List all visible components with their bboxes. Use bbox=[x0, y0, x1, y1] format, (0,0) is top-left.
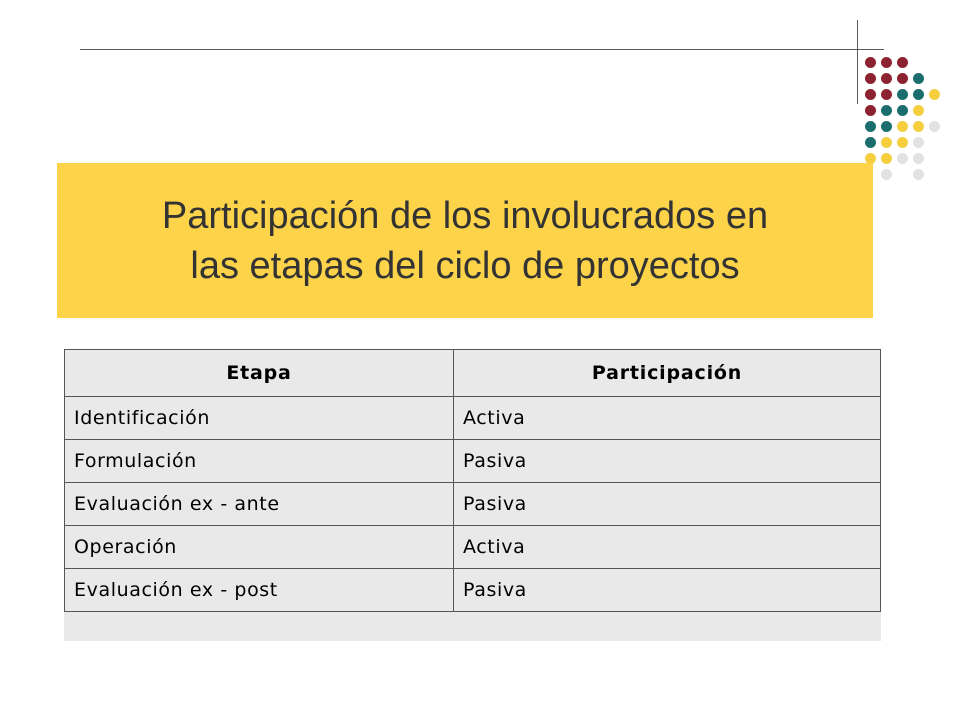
participation-cell: Activa bbox=[454, 397, 881, 440]
column-header-etapa: Etapa bbox=[65, 350, 454, 397]
decorative-dot bbox=[865, 57, 876, 68]
participation-cell: Pasiva bbox=[454, 440, 881, 483]
decorative-dot bbox=[881, 73, 892, 84]
participation-cell: Pasiva bbox=[454, 569, 881, 612]
slide-title-line-2: las etapas del ciclo de proyectos bbox=[190, 244, 740, 287]
decorative-dot bbox=[897, 105, 908, 116]
stage-cell: Evaluación ex - ante bbox=[65, 483, 454, 526]
decorative-dot bbox=[865, 137, 876, 148]
decorative-dot bbox=[881, 105, 892, 116]
decorative-dot bbox=[897, 121, 908, 132]
decorative-dot bbox=[865, 105, 876, 116]
decorative-dot bbox=[929, 121, 940, 132]
decorative-dot bbox=[897, 137, 908, 148]
table-row bbox=[65, 526, 881, 569]
stage-cell: Identificación bbox=[65, 397, 454, 440]
stage-participation-panel bbox=[64, 349, 881, 641]
decorative-dot bbox=[881, 121, 892, 132]
stage-participation-table bbox=[64, 349, 881, 612]
decorative-dot bbox=[881, 137, 892, 148]
decorative-dot bbox=[913, 105, 924, 116]
decorative-dot bbox=[913, 153, 924, 164]
decorative-dot bbox=[897, 153, 908, 164]
decorative-dot bbox=[913, 89, 924, 100]
table-row bbox=[65, 440, 881, 483]
decorative-dot bbox=[913, 137, 924, 148]
table-row bbox=[65, 397, 881, 440]
decorative-dot bbox=[865, 89, 876, 100]
title-banner bbox=[57, 163, 873, 318]
column-header-participacion: Participación bbox=[454, 350, 881, 397]
decorative-dot bbox=[881, 153, 892, 164]
participation-cell: Pasiva bbox=[454, 483, 881, 526]
decorative-dot bbox=[865, 73, 876, 84]
slide-title-line-1: Participación de los involucrados en bbox=[161, 194, 769, 237]
table-row bbox=[65, 569, 881, 612]
decorative-dot bbox=[881, 57, 892, 68]
stage-cell: Formulación bbox=[65, 440, 454, 483]
decorative-dot bbox=[913, 121, 924, 132]
decorative-dot bbox=[881, 89, 892, 100]
decorative-dot bbox=[913, 169, 924, 180]
vertical-rule-line bbox=[857, 20, 858, 104]
decorative-dot bbox=[897, 73, 908, 84]
decorative-dot bbox=[897, 89, 908, 100]
decorative-dot bbox=[865, 121, 876, 132]
stage-cell: Operación bbox=[65, 526, 454, 569]
top-rule-line bbox=[80, 49, 884, 50]
slide-title bbox=[162, 191, 768, 291]
stage-cell: Evaluación ex - post bbox=[65, 569, 454, 612]
decorative-dot bbox=[897, 57, 908, 68]
decorative-dot bbox=[881, 169, 892, 180]
table-row bbox=[65, 483, 881, 526]
table-header-row bbox=[65, 350, 881, 397]
decorative-dot bbox=[929, 89, 940, 100]
participation-cell: Activa bbox=[454, 526, 881, 569]
decorative-dot bbox=[913, 73, 924, 84]
